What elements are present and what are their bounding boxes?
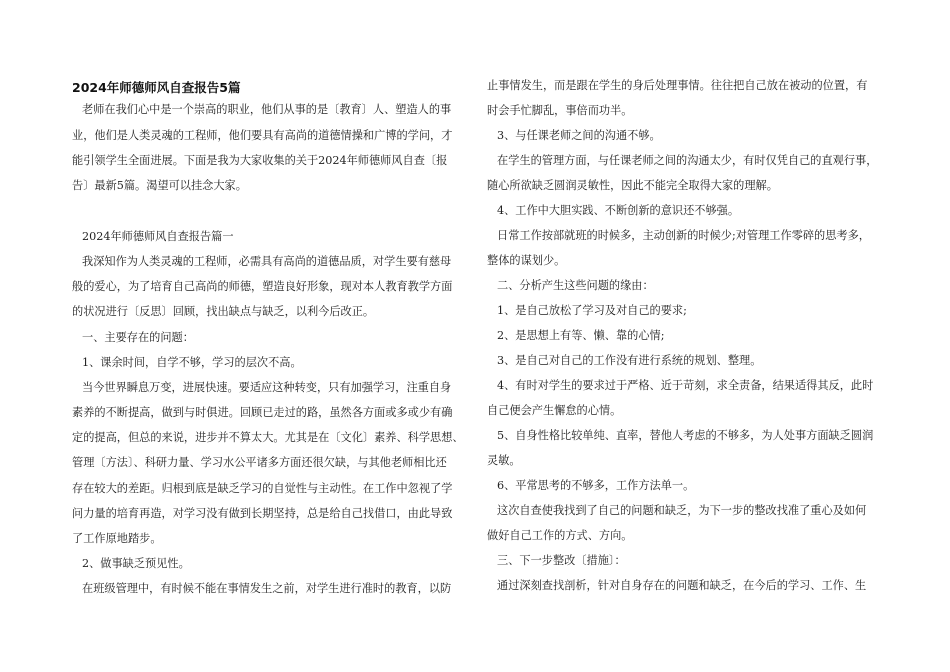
text-line: 了工作原地踏步。 xyxy=(72,532,162,545)
text-line: 存在较大的差距。归根到底是缺乏学习的自觉性与主动性。在工作中忽视了学 xyxy=(72,482,453,495)
text-line: 3、是自己对自己的工作没有进行系统的规划、整理。 xyxy=(497,354,762,367)
text-line: 般的爱心，为了培育自己高尚的师德，塑造良好形象，现对本人教育教学方面 xyxy=(72,280,453,293)
text-line: 我深知作为人类灵魂的工程师，必需具有高尚的道德品质，对学生要有慈母 xyxy=(82,255,452,268)
document-title: 2024年师德师风自查报告5篇 xyxy=(72,80,241,95)
text-line: 自己便会产生懈怠的心情。 xyxy=(487,404,622,417)
text-line: 当今世界瞬息万变，进展快速。要适应这种转变，只有加强学习，注重自身 xyxy=(82,381,452,394)
text-line: 日常工作按部就班的时候多，主动创新的时候少;对管理工作零碎的思考多， xyxy=(497,229,870,242)
text-line: 做好自己工作的方式、方向。 xyxy=(487,529,633,542)
text-line: 时会手忙脚乱，事倍而功半。 xyxy=(487,104,633,117)
text-line: 一、主要存在的问题： xyxy=(82,331,194,344)
text-line: 2024年师德师风自查报告篇一 xyxy=(82,230,234,243)
text-line: 问力量的培育再造，对学习没有做到长期坚持，总是给自己找借口，由此导致 xyxy=(72,507,453,520)
text-line: 止事情发生，而是跟在学生的身后处理事情。往往把自己放在被动的位置，有 xyxy=(487,79,868,92)
text-line: 老师在我们心中是一个崇高的职业，他们从事的是〔教育〕人、塑造人的事 xyxy=(82,103,452,116)
text-line: 4、工作中大胆实践、不断创新的意识还不够强。 xyxy=(497,204,740,217)
text-line: 在班级管理中，有时候不能在事情发生之前，对学生进行准时的教育，以防 xyxy=(82,582,452,595)
text-line: 素养的不断提高，做到与时俱进。回顾已走过的路，虽然各方面或多或少有确 xyxy=(72,406,453,419)
text-line: 这次自查使我找到了自己的问题和缺乏，为下一步的整改找准了重心及如何 xyxy=(497,504,867,517)
text-line: 三、下一步整改〔措施〕： xyxy=(497,554,626,567)
text-line: 1、是自己放松了学习及对自己的要求; xyxy=(497,304,687,317)
text-line: 6、平常思考的不够多，工作方法单一。 xyxy=(497,479,695,492)
text-line: 整体的谋划少。 xyxy=(487,254,566,267)
text-line: 2、是思想上有等、懒、靠的心情; xyxy=(497,329,665,342)
text-line: 管理〔方法〕、科研力量、学习水公平诸多方面还很欠缺，与其他老师相比还 xyxy=(72,456,447,469)
text-line: 二、分析产生这些问题的缘由： xyxy=(497,279,654,292)
text-line: 告〕最新5篇。渴望可以挂念大家。 xyxy=(72,179,247,192)
text-line: 随心所欲缺乏圆润灵敏性，因此不能完全取得大家的理解。 xyxy=(487,179,778,192)
text-line: 4、有时对学生的要求过于严格、近于苛刻，求全责备，结果适得其反，此时 xyxy=(497,379,874,392)
text-line: 灵敏。 xyxy=(487,454,521,467)
text-line: 能引领学生全面进展。下面是我为大家收集的关于2024年师德师风自查〔报 xyxy=(72,154,448,167)
text-line: 业，他们是人类灵魂的工程师，他们要具有高尚的道德情操和广博的学问，才 xyxy=(72,129,453,142)
text-line: 定的提高，但总的来说，进步并不算太大。尤其是在〔文化〕素养、科学思想、 xyxy=(72,431,464,444)
text-line: 的状况进行〔反思〕回顾，找出缺点与缺乏，以利今后改正。 xyxy=(72,305,375,318)
text-line: 通过深刻查找剖析，针对自身存在的问题和缺乏，在今后的学习、工作、生 xyxy=(497,579,867,592)
text-line: 5、自身性格比较单纯、直率，替他人考虑的不够多，为人处事方面缺乏圆润 xyxy=(497,429,874,442)
text-line: 2、做事缺乏预见性。 xyxy=(82,557,190,570)
text-line: 3、与任课老师之间的沟通不够。 xyxy=(497,129,661,142)
text-line: 1、课余时间，自学不够，学习的层次不高。 xyxy=(82,356,302,369)
text-line: 在学生的管理方面，与任课老师之间的沟通太少，有时仅凭自己的直观行事， xyxy=(497,154,878,167)
